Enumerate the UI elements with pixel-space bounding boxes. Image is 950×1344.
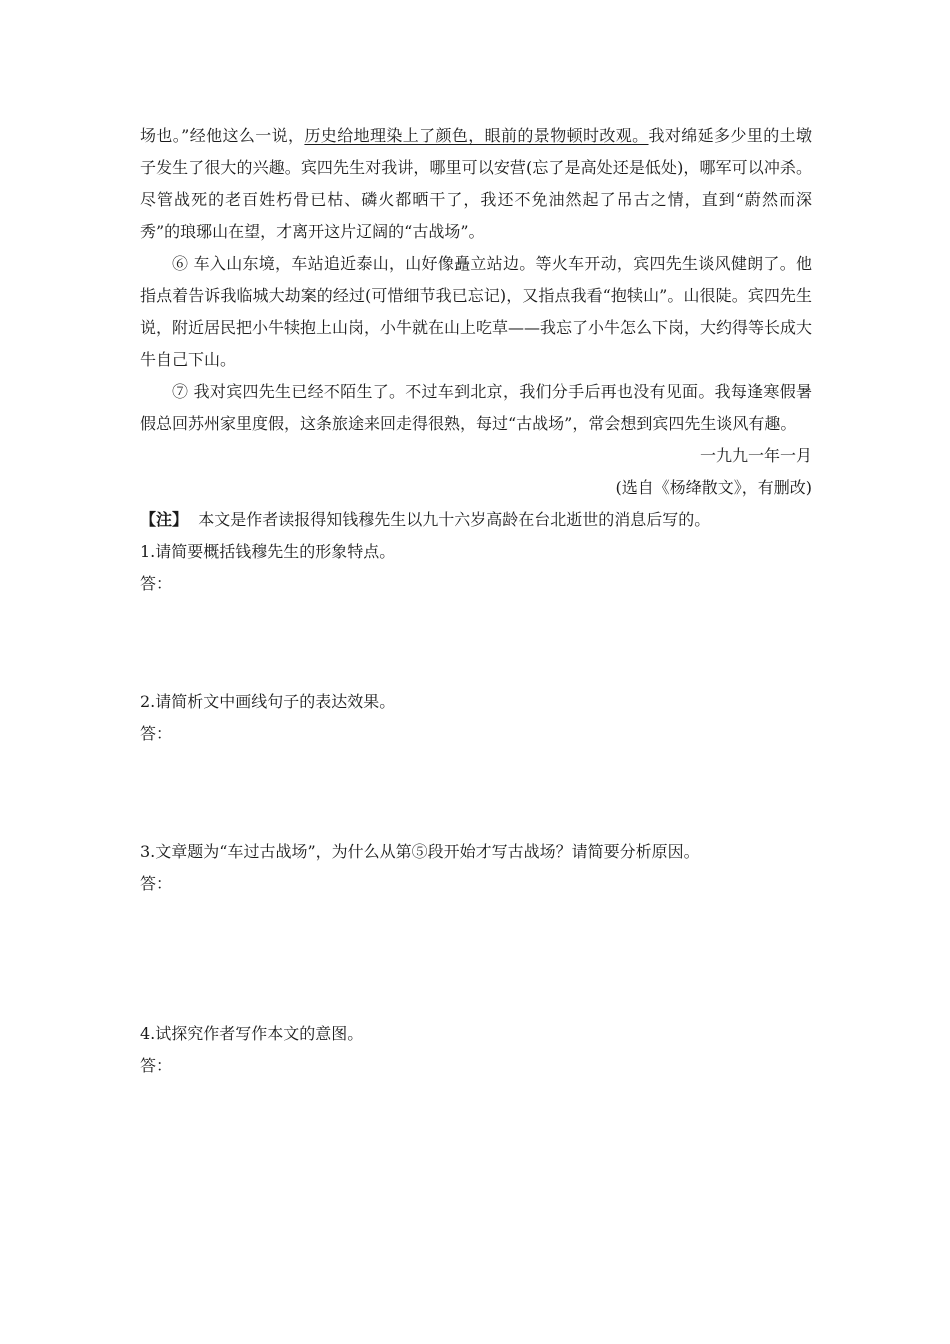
paragraph-5-text-after: 我对绵延多少里的土墩子发生了很大的兴趣。宾四先生对我讲，哪里可以安营(忘了是高处还是低处)，哪军可以冲杀。尽管战死的老百姓朽骨已枯、磷火都晒干了，我还不免油然起了吊古之情，直到“蔚然而深秀”的琅琊山在望，才离开这片辽阔的“古战场”。 (140, 126, 812, 241)
paragraph-6: ⑥ 车入山东境，车站追近泰山，山好像矗立站边。等火车开动，宾四先生谈风健朗了。他指点着告诉我临城大劫案的经过(可惜细节我已忘记)，又指点我看“抱犊山”。山很陡。宾四先生说，附近居民把小牛犊抱上山岗，小牛就在山上吃草——我忘了小牛怎么下岗，大约得等长成大牛自己下山。 (140, 254, 813, 369)
footnote-text: 本文是作者读报得知钱穆先生以九十六岁高龄在台北逝世的消息后写的。 (198, 510, 711, 529)
article-date: 一九九一年一月 (699, 446, 812, 465)
answer-label-4: 答： (140, 1056, 173, 1075)
answer-space-1[interactable] (140, 600, 812, 686)
footnote (140, 504, 812, 536)
question-2: 2.请简析文中画线句子的表达效果。 (140, 692, 396, 711)
document-page (140, 120, 812, 1082)
answer-space-2[interactable] (140, 750, 812, 836)
paragraph-5-text-before: 场也。”经他这么一说， (140, 126, 305, 145)
answer-label-1: 答： (140, 574, 173, 593)
question-4: 4.试探究作者写作本文的意图。 (140, 1024, 364, 1043)
answer-label-3: 答： (140, 874, 173, 893)
paragraph-5-continued (140, 120, 812, 248)
article-source: (选自《杨绛散文》，有删改) (615, 478, 812, 497)
paragraph-7: ⑦ 我对宾四先生已经不陌生了。不过车到北京，我们分手后再也没有见面。我每逢寒假暑假总回苏州家里度假，这条旅途来回走得很熟，每过“古战场”，常会想到宾四先生谈风有趣。 (140, 382, 812, 433)
question-1: 1.请简要概括钱穆先生的形象特点。 (140, 542, 396, 561)
footnote-tag: 【注】 (140, 510, 189, 529)
question-3: 3.文章题为“车过古战场”，为什么从第⑤段开始才写古战场？请简要分析原因。 (140, 842, 700, 861)
answer-label-2: 答： (140, 724, 173, 743)
underlined-sentence: 历史给地理染上了颜色，眼前的景物顿时改观。 (304, 126, 649, 145)
answer-space-3[interactable] (140, 900, 812, 1018)
